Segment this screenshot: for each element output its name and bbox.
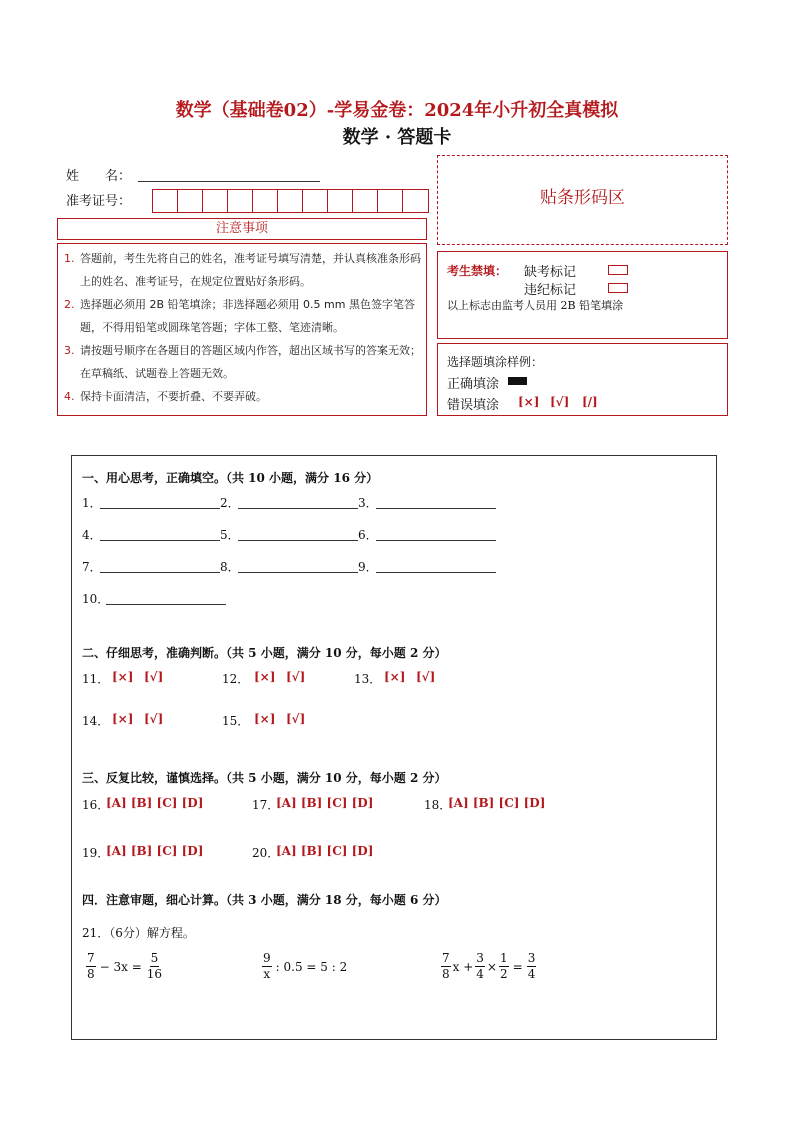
question-number: 17． xyxy=(252,798,280,812)
choice-options[interactable]: [A] [B] [C] [D] xyxy=(276,796,374,810)
exam-id-boxes[interactable] xyxy=(152,189,429,213)
answer-blank-9[interactable] xyxy=(376,572,496,573)
notice-text: 答题前，考生先将自己的姓名，准考证号填写清楚，并认真核准条形码上的姓名、准考证号，在规定位置贴好条形码。 xyxy=(80,252,421,288)
question-number: 18． xyxy=(424,798,452,812)
answer-blank-6[interactable] xyxy=(376,540,496,541)
question-number: 16． xyxy=(82,798,110,812)
name-label: 姓 名： xyxy=(66,169,132,184)
judge-false-option[interactable]: [×] xyxy=(254,712,276,726)
section3-title: 三、反复比较，谨慎选择。（共 5 小题，满分 10 分，每小题 2 分） xyxy=(82,771,447,785)
notice-number: 2. xyxy=(64,298,75,311)
question-number: 6． xyxy=(358,528,378,542)
choice-options[interactable]: [A] [B] [C] [D] xyxy=(106,796,204,810)
equation-text: = xyxy=(512,959,523,974)
judge-true-option[interactable]: [√] xyxy=(144,670,164,684)
section2-title: 二、仔细思考，准确判断。（共 5 小题，满分 10 分，每小题 2 分） xyxy=(82,646,447,660)
id-digit-box[interactable] xyxy=(253,190,278,212)
fill-sample-box xyxy=(437,343,728,416)
correct-fill-example xyxy=(508,377,527,385)
question-number: 15． xyxy=(222,714,250,728)
id-digit-box[interactable] xyxy=(303,190,328,212)
notice-list xyxy=(57,243,427,416)
notice-item xyxy=(64,385,422,408)
id-digit-box[interactable] xyxy=(228,190,253,212)
equation-text: − 3x = xyxy=(99,959,142,974)
fraction xyxy=(441,951,451,982)
question-number: 7． xyxy=(82,560,102,574)
answer-blank-8[interactable] xyxy=(238,572,358,573)
denominator: 4 xyxy=(527,967,536,981)
equation-text: x + xyxy=(452,959,474,974)
answer-blank-2[interactable] xyxy=(238,508,358,509)
equation-3 xyxy=(439,951,538,982)
equation-text: × xyxy=(486,959,497,974)
fraction xyxy=(527,951,537,982)
examiner-note: 以上标志由监考人员用 2B 铅笔填涂 xyxy=(447,299,624,312)
notice-heading: 注意事项 xyxy=(57,218,427,240)
id-digit-box[interactable] xyxy=(378,190,403,212)
answer-blank-1[interactable] xyxy=(100,508,220,509)
wrong-mark-x: [×] xyxy=(518,395,540,409)
fraction xyxy=(262,951,272,982)
id-label: 准考证号： xyxy=(66,194,132,209)
numerator: 9 xyxy=(263,951,271,965)
judge-false-option[interactable]: [×] xyxy=(112,712,134,726)
choice-options[interactable]: [A] [B] [C] [D] xyxy=(448,796,546,810)
absent-mark-label: 缺考标记 xyxy=(524,265,577,280)
wrong-fill-label: 错误填涂 xyxy=(447,398,500,413)
violation-mark-box[interactable] xyxy=(608,283,628,293)
question-number: 11． xyxy=(82,672,110,686)
id-digit-box[interactable] xyxy=(203,190,228,212)
choice-options[interactable]: [A] [B] [C] [D] xyxy=(276,844,374,858)
notice-text: 选择题必须用 2B 铅笔填涂；非选择题必须用 0.5 mm 黑色签字笔答题，不得用铅笔或圆珠笔答题；字体工整、笔迹清晰。 xyxy=(80,298,415,334)
denominator: 4 xyxy=(476,967,484,981)
id-digit-box[interactable] xyxy=(328,190,353,212)
question-number: 19． xyxy=(82,846,110,860)
choice-options[interactable]: [A] [B] [C] [D] xyxy=(106,844,204,858)
id-digit-box[interactable] xyxy=(153,190,178,212)
judge-false-option[interactable]: [×] xyxy=(384,670,406,684)
numerator: 3 xyxy=(527,951,536,965)
notice-text: 请按题号顺序在各题目的答题区域内作答，超出区域书写的答案无效；在草稿纸、试题卷上答题无效。 xyxy=(80,344,421,380)
denominator: 8 xyxy=(87,967,95,981)
question-number: 13． xyxy=(354,672,382,686)
denominator: 16 xyxy=(146,967,163,981)
absent-mark-box[interactable] xyxy=(608,265,628,275)
judge-false-option[interactable]: [×] xyxy=(254,670,276,684)
fill-sample-label: 选择题填涂样例： xyxy=(447,355,544,369)
answer-area xyxy=(71,455,717,1040)
notice-number: 3. xyxy=(64,344,75,357)
judge-true-option[interactable]: [√] xyxy=(144,712,164,726)
equation-1 xyxy=(84,951,165,982)
id-digit-box[interactable] xyxy=(403,190,428,212)
question-number: 4． xyxy=(82,528,102,542)
question-number: 12． xyxy=(222,672,250,686)
barcode-label: 贴条形码区 xyxy=(540,188,625,208)
equation-text: : 0.5 = 5 : 2 xyxy=(275,959,348,974)
numerator: 5 xyxy=(150,951,159,965)
name-input-line[interactable] xyxy=(138,181,320,182)
question-number: 3． xyxy=(358,496,378,510)
fraction xyxy=(146,951,163,982)
equation-2 xyxy=(260,951,347,982)
correct-fill-label: 正确填涂 xyxy=(447,377,500,392)
notice-number: 1. xyxy=(64,252,75,265)
examiner-only-box xyxy=(437,251,728,339)
exam-title: 数学（基础卷02）-学易金卷：2024年小升初全真模拟 xyxy=(175,100,619,121)
numerator: 3 xyxy=(476,951,484,965)
answer-blank-7[interactable] xyxy=(100,572,220,573)
denominator: 8 xyxy=(442,967,450,981)
notice-item xyxy=(64,247,422,293)
numerator: 7 xyxy=(442,951,450,965)
question-number: 5． xyxy=(220,528,240,542)
examiner-only-label: 考生禁填： xyxy=(447,264,508,278)
notice-number: 4. xyxy=(64,390,75,403)
fraction xyxy=(86,951,96,982)
answer-blank-3[interactable] xyxy=(376,508,496,509)
question-number: 10． xyxy=(82,592,110,606)
id-digit-box[interactable] xyxy=(278,190,303,212)
numerator: 1 xyxy=(499,951,508,965)
question-number: 9． xyxy=(358,560,378,574)
answer-sheet-subtitle: 数学 · 答题卡 xyxy=(342,127,452,148)
answer-blank-4[interactable] xyxy=(100,540,220,541)
denominator: x xyxy=(263,967,271,981)
id-digit-box[interactable] xyxy=(178,190,203,212)
section4-title: 四．注意审题，细心计算。（共 3 小题，满分 18 分，每小题 6 分） xyxy=(82,893,447,907)
notice-item xyxy=(64,293,422,339)
violation-mark-label: 违纪标记 xyxy=(524,283,577,298)
wrong-mark-check: [√] xyxy=(550,395,570,409)
question-21-label: 21．（6分）解方程。 xyxy=(82,926,195,940)
denominator: 2 xyxy=(499,967,508,981)
judge-true-option[interactable]: [√] xyxy=(416,670,436,684)
question-number: 14． xyxy=(82,714,110,728)
question-number: 2． xyxy=(220,496,240,510)
fraction xyxy=(475,951,485,982)
section1-title: 一、用心思考，正确填空。（共 10 小题，满分 16 分） xyxy=(82,471,379,485)
judge-false-option[interactable]: [×] xyxy=(112,670,134,684)
question-number: 8． xyxy=(220,560,240,574)
numerator: 7 xyxy=(87,951,95,965)
judge-true-option[interactable]: [√] xyxy=(286,670,306,684)
notice-text: 保持卡面清洁，不要折叠、不要弄破。 xyxy=(80,390,267,403)
notice-item xyxy=(64,339,422,385)
judge-true-option[interactable]: [√] xyxy=(286,712,306,726)
question-number: 20． xyxy=(252,846,280,860)
answer-blank-10[interactable] xyxy=(106,604,226,605)
answer-blank-5[interactable] xyxy=(238,540,358,541)
id-digit-box[interactable] xyxy=(353,190,378,212)
barcode-area xyxy=(437,155,728,245)
wrong-mark-slash: [/] xyxy=(582,395,598,409)
question-number: 1． xyxy=(82,496,102,510)
fraction xyxy=(499,951,509,982)
